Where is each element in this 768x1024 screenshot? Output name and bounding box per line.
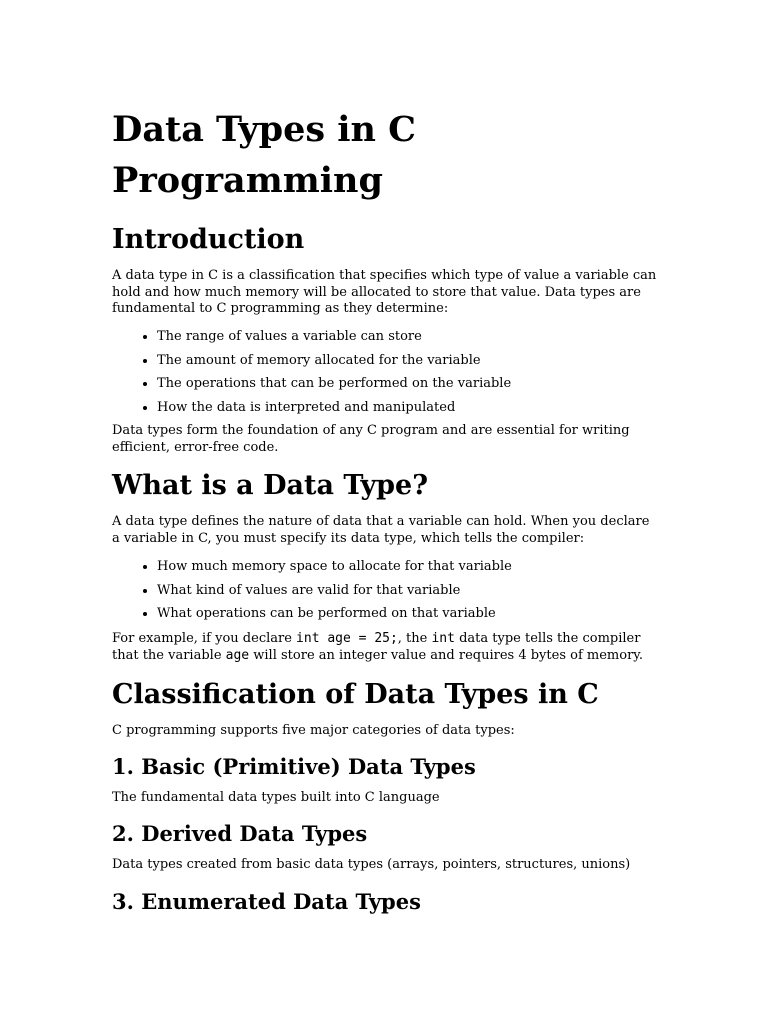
- what-is-list: [112, 559, 705, 622]
- introduction-list: [112, 329, 705, 416]
- list-item: • What kind of values are valid for that variable: [157, 583, 705, 599]
- example-text: , the: [397, 631, 432, 646]
- what-is-heading: What is a Data Type?: [112, 470, 429, 501]
- example-prefix: For example, if you declare: [112, 631, 297, 646]
- example-paragraph: [112, 631, 660, 664]
- list-item: • The range of values a variable can store: [157, 329, 705, 345]
- introduction-heading: Introduction: [112, 224, 305, 255]
- derived-types-text: Data types created from basic data types (arrays, pointers, structures, unions): [112, 857, 631, 872]
- what-is-paragraph: A data type defines the nature of data that a variable can hold. When you declare a variable in C, you must specify its data type, which tells the compiler:: [112, 514, 650, 546]
- enumerated-types-heading: 3. Enumerated Data Types: [112, 889, 421, 914]
- code-snippet: int age = 25;: [296, 631, 398, 646]
- code-snippet: age: [225, 647, 250, 663]
- introduction-closing: Data types form the foundation of any C program and are essential for writing efficient, error-free code.: [112, 423, 630, 455]
- list-item: • What operations can be performed on that variable: [157, 606, 705, 622]
- basic-types-text: The fundamental data types built into C language: [112, 790, 440, 805]
- page-title: Data Types in C Programming: [112, 109, 417, 201]
- list-item: • How much memory space to allocate for that variable: [157, 559, 705, 575]
- list-item: • The amount of memory allocated for the variable: [157, 353, 705, 369]
- code-snippet: int: [431, 631, 455, 646]
- list-item: • The operations that can be performed on the variable: [157, 376, 705, 392]
- introduction-paragraph: A data type in C is a classification that specifies which type of value a variable can hold and how much memory will be allocated to store that value. Data types are fundamental to C programming as they determine:: [112, 268, 657, 316]
- example-text: data type tells the compiler that the variable: [112, 631, 641, 663]
- list-item: • How the data is interpreted and manipulated: [157, 400, 705, 416]
- classification-heading: Classification of Data Types in C: [112, 679, 599, 710]
- example-suffix: will store an integer value and requires 4 bytes of memory.: [249, 647, 644, 663]
- basic-types-heading: 1. Basic (Primitive) Data Types: [112, 754, 476, 779]
- classification-paragraph: C programming supports five major categories of data types:: [112, 723, 515, 738]
- derived-types-heading: 2. Derived Data Types: [112, 821, 368, 846]
